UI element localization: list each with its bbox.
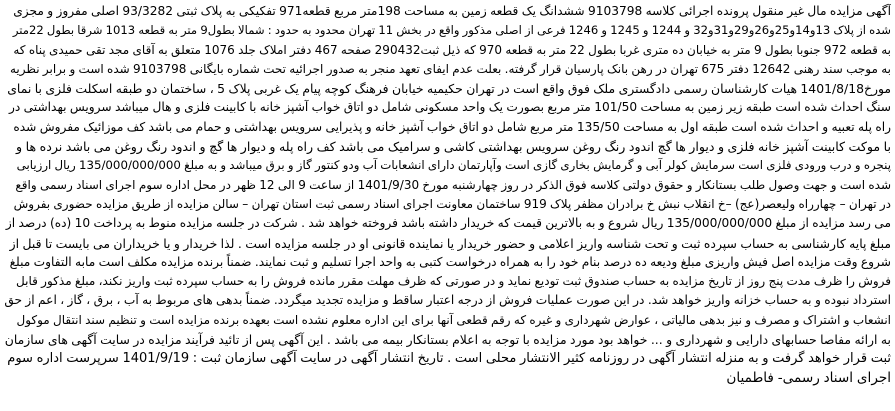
- notice-line: استرداد نبوده و به حساب خزانه واریز خواهد شد. در این صورت عملیات فروش از درجه اعتبار ساقط و مزایده تجدید میگردد. ضمناً بدهی های مربوط به آب ، برق ، گاز ، اعم از حق: [4, 293, 891, 308]
- notice-line: پنجره و درب ورودی فلزی است سرمایش کولر آبی و گرمایش بخاری گازی است وآپارتمان دارای انشعابات آب ودو کنتور گاز و برق میباشد و به مبلغ 135/000/000/000 ریال ارزیابی: [16, 158, 891, 173]
- notice-line: به ارائه مفاصا حسابهای دارایی و شهرداری و ... خواهد بود مورد مزایده با توجه به اعلام بستانکار بیمه می باشد . این آگهی پس از تائید فرآیند مزایده در سایت آگهی های سازمان: [4, 332, 891, 348]
- notice-line: ثبت قرار خواهد گرفت و به منزله انتشار آگهی در روزنامه کثیر الانتشار محلی است . تاریخ انتشار آگهی در سایت آگهی سازمان ثبت : 1401/9/19 سرپرست اداره سوم: [7, 351, 891, 367]
- notice-line: فروش را ظرف مدت پنج روز از تاریخ مزایده به حساب صندوق ثبت تودیع نماید و در صورتی که ظرف مهلت مقرر مانده فروش را به حساب سپرده ثبت واریز نکند، مبلغ مذکور قابل: [16, 274, 891, 289]
- notice-line: اجرای اسناد رسمی- فاطمیان: [726, 369, 891, 386]
- notice-line: در تهران – چهارراه ولیعصر(عج) –خ انقلاب نبش خ برادران مظفر پلاک 919 ساختمان معاونت اجرای اسناد رسمی ثبت استان تهران – سالن مزایده از طریق مزایده حضوری بفروش: [13, 196, 891, 211]
- notice-line: با موکت کابینت آشپز خانه فلزی و دیوار ها گچ اندود رنگ روغن سرویس بهداشتی کاشی و سرامیک می باشد کف راه پله و دیوار ها گچ و اندود رنگ روغن می باشد نرده ها و: [16, 139, 891, 155]
- notice-line: انشعاب و اشتراک و مصرف و نیز بدهی مالیاتی ، عوارض شهرداری و غیره که رقم قطعی آنها برای این اداره معلوم نشده است بعهده برنده مزایده است و تنظیم سند انتقال موکول: [16, 312, 891, 327]
- notice-line: مورخ1401/8/18 هیات کارشناسان رسمی دادگستری ملک فوق واقع است در تهران حکیمیه خیابان فرهنگ کوچه پیام یک غربی پلاک 5 ، ساختمان دو طبقه اسکلت فلزی با نمای: [7, 81, 891, 97]
- notice-line: شده است و جهت وصول طلب بستانکار و حقوق دولتی کلاسه فوق الذکر در روز چهارشنبه مورخ 1401/9/30 از ساعت 9 الی 12 ظهر در محل اداره سوم اجرای اسناد رسمی واقع: [15, 177, 891, 192]
- notice-line: راه پله تعبیه و احداث شده است طبقه اول به مساحت 135/50 متر مربع شامل دو اتاق خواب آشپز خانه و پذیرایی سرویس بهداشتی و حمام می باشد کف موزائیک مفروش شده: [13, 119, 891, 134]
- notice-line: سنگ احداث شده است طبقه زیر زمین به مساحت 101/50 متر مربع بصورت یک واحد مسکونی شامل دو اتاق خواب آشپز خانه با کابینت فلزی و هال میباشد سرویس بهداشتی در: [8, 100, 891, 115]
- notice-line: آگهی مزایده مال غیر منقول پرونده اجرائی کلاسه 9103798 ششدانگ یک قطعه زمین به مساحت 198متر مربع قطعه971 تفکیکی به پلاک ثبتی 93/3282 اصلی مفروز و مجزی: [13, 4, 891, 18]
- notice-line: مبلغ پایه کارشناسی به حساب سپرده ثبت و تحت شناسه واریز اعلامی و حضور خریدار یا نماینده قانونی او در جلسه مزایده است . لذا خریدار و یا خریداران می بایست تا قبل از: [9, 235, 891, 251]
- notice-line: به قطعه 972 جنوبا بطول 9 متر به خیابان ده متری غربا بطول 22 متر به قطعه 970 که ذیل ثبت290432 صفحه 467 دفتر املاک جلد 1076 متعلق به آقای مجد تقی حمیدی پناه که: [13, 42, 891, 57]
- notice-line: به موجب سند رهنی 12642 دفتر 675 تهران در رهن بانک پارسیان قرار گرفته. بعلت عدم ایفای تعهد منجر به صدور اجرائیه تحت شماره بایگانی 9103798 شده است و برابر نظریه: [9, 61, 891, 76]
- notice-line: شروع وقت مزایده اصل فیش واریزی مبلغ ودیعه ده درصد بنام خود را به همراه درخواست کتبی به واحد اجرا تسلیم و ثبت نمایند. ضمناً برنده مزایده مکلف است مابه التفاوت مبلغ: [9, 254, 891, 269]
- notice-line: می رسد مزایده از مبلغ 135/000/000/000 ریال شروع و به بالاترین قیمت که خریدار داشته باشد فروخته خواهد شد . شرکت در جلسه مزایده منوط به پرداخت 10 (ده) درصد از: [5, 216, 891, 231]
- notice-line: شده از پلاک 13و14و25و26و29و31و32 و 1244 و 1245 و 1246 فرعی از اصلی مذکور واقع در بخش 11 تهران محدود به حدود : شمالا بطول9 متر به قطعه 1013 شرقا بطول 22متر: [12, 23, 891, 38]
